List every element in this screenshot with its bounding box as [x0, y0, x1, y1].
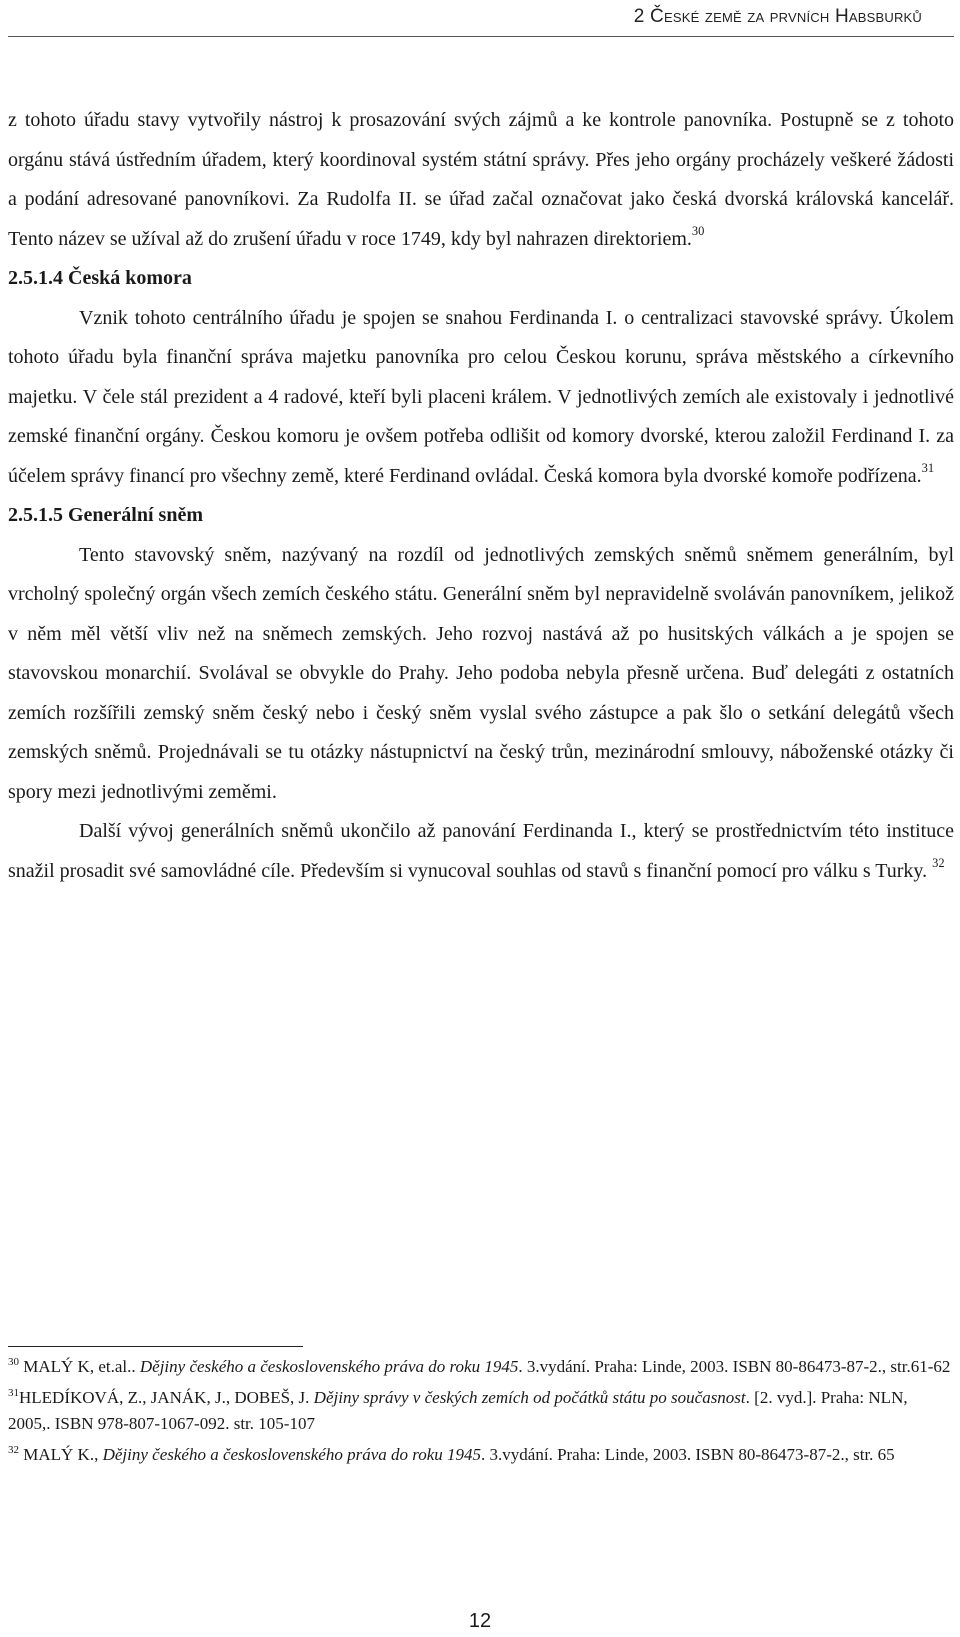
footnote-ref[interactable]: 32 [932, 855, 945, 870]
running-header: 2 České země za prvních Habsburků [633, 6, 922, 27]
footnote-details: . [2. vyd.]. Praha: NLN, 2005,. ISBN 978-807-1067-092. str. 105-107 [8, 1388, 908, 1433]
footnote-author: HLEDÍKOVÁ, Z., JANÁK, J., DOBEŠ, J. [19, 1388, 314, 1407]
footnote-item [8, 1354, 954, 1380]
paragraph-dalsi-vyvoj [8, 812, 954, 891]
footnote-details: . 3.vydání. Praha: Linde, 2003. ISBN 80-86473-87-2., str. 65 [481, 1445, 895, 1464]
footnote-number: 30 [8, 1356, 19, 1368]
footnote-title: Dějiny správy v českých zemích od počátků státu po současnost [313, 1388, 746, 1407]
footnote-title: Dějiny českého a československého práva do roku 1945 [139, 1357, 519, 1376]
footnotes [8, 1354, 954, 1473]
footnote-details: . 3.vydání. Praha: Linde, 2003. ISBN 80-86473-87-2., str.61-62 [518, 1357, 951, 1376]
main-text [8, 101, 954, 891]
paragraph-text: Vznik tohoto centrálního úřadu je spojen se snahou Ferdinanda I. o centralizaci stavovské správy. Úkolem tohoto úřadu byla finanční správa majetku panovníka pro celou Českou korunu, správa městského a církevního majetku. V čele stál prezident a 4 radové, kteří byli placeni králem. V jednotlivých zemích ale existovaly i jednotlivé zemské finanční orgány. Českou komoru je ovšem potřeba odlišit od komory dvorské, kterou založil Ferdinand I. za účelem správy financí pro všechny země, které Ferdinand ovládal. Česká komora byla dvorské komoře podřízena. [8, 306, 954, 487]
footnote-number: 31 [8, 1387, 19, 1399]
paragraph-kancelar [8, 101, 954, 259]
footnote-author: MALÝ K, et.al.. [19, 1357, 140, 1376]
footnote-ref[interactable]: 31 [921, 460, 935, 475]
page-number: 12 [468, 1610, 492, 1632]
section-heading-generalni-snem: 2.5.1.5 Generální sněm [8, 504, 203, 526]
footnote-title: Dějiny českého a československého práva do roku 1945 [102, 1445, 482, 1464]
paragraph-text: Další vývoj generálních sněmů ukončilo až panování Ferdinanda I., který se prostřednictvím této instituce snažil prosadit své samovládné cíle. Především si vynucoval souhlas od stavů s finanční pomocí pro válku s Turky. [8, 820, 954, 882]
paragraph-ceska-komora [8, 299, 954, 497]
paragraph-text: z tohoto úřadu stavy vytvořily nástroj k prosazování svých zájmů a ke kontrole panovníka. Postupně se z tohoto orgánu stává ústředním úřadem, který koordinoval systém státní správy. Přes jeho orgány procházely veškeré žádosti a podání adresované panovníkovi. Za Rudolfa II. se úřad začal označovat jako česká dvorská královská kancelář. Tento název se užíval až do zrušení úřadu v roce 1749, kdy byl nahrazen direktoriem. [8, 109, 954, 250]
footnote-ref[interactable]: 30 [691, 223, 705, 238]
footnote-item [8, 1385, 954, 1437]
footnote-separator [8, 1346, 303, 1347]
footnote-number: 32 [8, 1444, 19, 1456]
paragraph-generalni-snem: Tento stavovský sněm, nazývaný na rozdíl od jednotlivých zemských sněmů sněmem generálním, byl vrcholný společný orgán všech zemích českého státu. Generální sněm byl nepravidelně svoláván panovníkem, jelikož v něm měl větší vliv než na sněmech zemských. Jeho rozvoj nastává až po husitských válkách a je spojen se stavovskou monarchií. Svolával se obvykle do Prahy. Jeho podoba nebyla přesně určena. Buď delegáti z ostatních zemích rozšířili zemský sněm český nebo i český sněm vyslal svého zástupce a pak šlo o setkání delegátů všech zemských sněmů. Projednávali se tu otázky nástupnictví na český trůn, mezinárodní smlouvy, náboženské otázky či spory mezi jednotlivými zeměmi. [8, 543, 954, 803]
footnote-author: MALÝ K., [19, 1445, 103, 1464]
section-heading-ceska-komora: 2.5.1.4 Česká komora [8, 267, 192, 289]
header-rule [8, 36, 954, 37]
footnote-item [8, 1442, 954, 1468]
